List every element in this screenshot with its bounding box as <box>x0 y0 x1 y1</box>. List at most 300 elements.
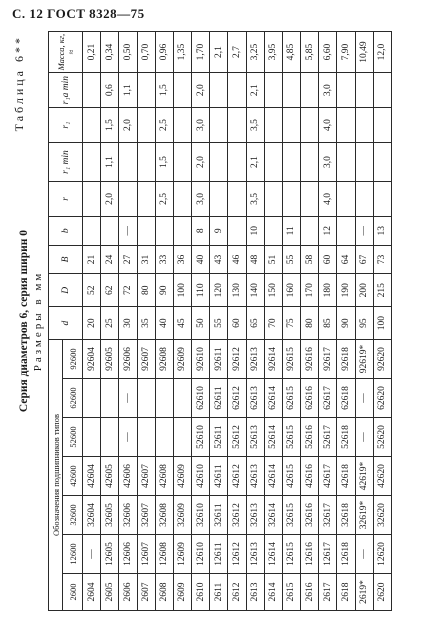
cell-D: 160 <box>282 274 300 307</box>
cell-designation: 92614 <box>264 340 282 379</box>
cell-B: 55 <box>282 245 300 274</box>
cell-designation: 92619* <box>355 340 373 379</box>
cell-designation: 92612 <box>228 340 246 379</box>
table-row <box>83 32 101 611</box>
cell-r1 <box>337 108 355 143</box>
cell-designation <box>83 379 101 418</box>
cell-r-min <box>301 143 319 182</box>
cell-designation: 42609 <box>173 457 191 496</box>
cell-mass: 2,7 <box>228 32 246 73</box>
cell-designation: 62617 <box>319 379 337 418</box>
cell-designation: 12610 <box>192 535 210 574</box>
cell-r <box>83 182 101 217</box>
cell-designation: 42610 <box>192 457 210 496</box>
cell-designation: 12614 <box>264 535 282 574</box>
cell-designation: 42619* <box>355 457 373 496</box>
col-header-r-min: r₁ min <box>49 143 83 182</box>
cell-D: 150 <box>264 274 282 307</box>
table-row <box>301 32 319 611</box>
cell-d: 65 <box>246 307 264 340</box>
cell-designation: 92618 <box>337 340 355 379</box>
cell-designation: 52616 <box>301 418 319 457</box>
cell-designation: 42607 <box>137 457 155 496</box>
cell-designation: 92610 <box>192 340 210 379</box>
cell-r1a-min <box>301 73 319 108</box>
cell-r: 4,0 <box>319 182 337 217</box>
cell-d: 80 <box>301 307 319 340</box>
table-row <box>373 32 391 611</box>
cell-r <box>264 182 282 217</box>
cell-D: 90 <box>155 274 173 307</box>
cell-mass: 0,70 <box>137 32 155 73</box>
cell-designation: 52612 <box>228 418 246 457</box>
cell-r1 <box>373 108 391 143</box>
cell-r1a-min <box>137 73 155 108</box>
cell-designation: 92606 <box>119 340 137 379</box>
cell-d: 100 <box>373 307 391 340</box>
cell-designation: 32606 <box>119 496 137 535</box>
cell-r-min <box>119 143 137 182</box>
cell-designation <box>101 379 119 418</box>
cell-designation: 32615 <box>282 496 300 535</box>
cell-r: 2,5 <box>155 182 173 217</box>
cell-r <box>137 182 155 217</box>
cell-mass: 1,35 <box>173 32 191 73</box>
cell-designation: 62610 <box>192 379 210 418</box>
cell-b <box>101 216 119 245</box>
cell-designation: 2617 <box>319 574 337 611</box>
col-header-type: 12600 <box>63 535 83 574</box>
cell-designation: 2607 <box>137 574 155 611</box>
cell-B: 58 <box>301 245 319 274</box>
cell-r1 <box>83 108 101 143</box>
cell-r1: 4,0 <box>319 108 337 143</box>
cell-designation: 12617 <box>319 535 337 574</box>
cell-designation: — <box>119 379 137 418</box>
cell-designation: 32612 <box>228 496 246 535</box>
cell-designation: 42604 <box>83 457 101 496</box>
cell-b <box>228 216 246 245</box>
table-row <box>319 32 337 611</box>
cell-designation: 12618 <box>337 535 355 574</box>
cell-r: 3,5 <box>246 182 264 217</box>
cell-designation: 42605 <box>101 457 119 496</box>
cell-r-min <box>337 143 355 182</box>
cell-B: 60 <box>319 245 337 274</box>
cell-mass: 2,1 <box>210 32 228 73</box>
cell-D: 200 <box>355 274 373 307</box>
cell-r-min: 1,5 <box>155 143 173 182</box>
cell-designation: 42612 <box>228 457 246 496</box>
cell-designation: 2619* <box>355 574 373 611</box>
cell-designation: 92615 <box>282 340 300 379</box>
col-header-type: 42600 <box>63 457 83 496</box>
col-header-D: D <box>49 274 83 307</box>
cell-designation: 32617 <box>319 496 337 535</box>
col-header-B: B <box>49 245 83 274</box>
table-row <box>337 32 355 611</box>
cell-D: 180 <box>319 274 337 307</box>
cell-r <box>210 182 228 217</box>
cell-mass: 0,50 <box>119 32 137 73</box>
cell-r1a-min <box>264 73 282 108</box>
cell-r1: 2,5 <box>155 108 173 143</box>
cell-mass: 0,21 <box>83 32 101 73</box>
cell-designation: 42615 <box>282 457 300 496</box>
table-row <box>173 32 191 611</box>
cell-mass: 3,25 <box>246 32 264 73</box>
cell-designation: 2620 <box>373 574 391 611</box>
cell-designation: 12608 <box>155 535 173 574</box>
cell-designation <box>155 418 173 457</box>
cell-b <box>155 216 173 245</box>
col-header-type: 52600 <box>63 418 83 457</box>
cell-b: 9 <box>210 216 228 245</box>
cell-r1 <box>228 108 246 143</box>
cell-designation: 32607 <box>137 496 155 535</box>
cell-b: 10 <box>246 216 264 245</box>
cell-designation: 92605 <box>101 340 119 379</box>
cell-designation: 42620 <box>373 457 391 496</box>
cell-r-min <box>373 143 391 182</box>
cell-designation: 2610 <box>192 574 210 611</box>
cell-mass: 3,95 <box>264 32 282 73</box>
cell-designation <box>155 379 173 418</box>
col-header-mass: Масса, кг, ≈ <box>49 32 83 73</box>
cell-r-min: 1,1 <box>101 143 119 182</box>
cell-designation: 92608 <box>155 340 173 379</box>
cell-r1a-min: 1,5 <box>155 73 173 108</box>
cell-designation: 12616 <box>301 535 319 574</box>
cell-mass: 6,60 <box>319 32 337 73</box>
cell-designation: 32613 <box>246 496 264 535</box>
cell-r: 3,0 <box>192 182 210 217</box>
cell-r1a-min: 2,0 <box>192 73 210 108</box>
col-header-type: 62600 <box>63 379 83 418</box>
cell-designation: — <box>119 418 137 457</box>
table-row <box>192 32 210 611</box>
cell-b: — <box>119 216 137 245</box>
cell-mass: 0,96 <box>155 32 173 73</box>
cell-B: 27 <box>119 245 137 274</box>
col-header-type: 2600 <box>63 574 83 611</box>
col-header-b: b <box>49 216 83 245</box>
cell-mass: 7,90 <box>337 32 355 73</box>
cell-B: 31 <box>137 245 155 274</box>
cell-B: 73 <box>373 245 391 274</box>
table-row <box>210 32 228 611</box>
cell-b: 12 <box>319 216 337 245</box>
cell-designation: 62612 <box>228 379 246 418</box>
cell-designation <box>83 418 101 457</box>
cell-d: 30 <box>119 307 137 340</box>
cell-designation: 62613 <box>246 379 264 418</box>
cell-d: 45 <box>173 307 191 340</box>
cell-designation: 12605 <box>101 535 119 574</box>
cell-b <box>264 216 282 245</box>
cell-r1 <box>137 108 155 143</box>
cell-D: 130 <box>228 274 246 307</box>
cell-designation: 52614 <box>264 418 282 457</box>
table-row <box>101 32 119 611</box>
cell-designation: 42608 <box>155 457 173 496</box>
cell-r1: 3,0 <box>192 108 210 143</box>
cell-d: 25 <box>101 307 119 340</box>
series-title: Серия диаметров 6, серия ширин 0 <box>18 229 30 413</box>
designation-header: Обозначения подшипников типов <box>49 340 63 611</box>
cell-designation: 2611 <box>210 574 228 611</box>
cell-B: 46 <box>228 245 246 274</box>
cell-designation: 2613 <box>246 574 264 611</box>
table-row <box>264 32 282 611</box>
table-row <box>228 32 246 611</box>
cell-designation: 52615 <box>282 418 300 457</box>
cell-designation: 2609 <box>173 574 191 611</box>
cell-r-min <box>137 143 155 182</box>
cell-designation: 12607 <box>137 535 155 574</box>
cell-designation: 42611 <box>210 457 228 496</box>
cell-designation: 42606 <box>119 457 137 496</box>
cell-r1a-min <box>228 73 246 108</box>
cell-B: 51 <box>264 245 282 274</box>
cell-B: 24 <box>101 245 119 274</box>
cell-r1 <box>355 108 373 143</box>
cell-designation: 52613 <box>246 418 264 457</box>
cell-designation: 92616 <box>301 340 319 379</box>
cell-b: 13 <box>373 216 391 245</box>
cell-d: 85 <box>319 307 337 340</box>
cell-mass: 10,49 <box>355 32 373 73</box>
cell-designation: 42618 <box>337 457 355 496</box>
cell-r1a-min: 2,1 <box>246 73 264 108</box>
cell-r1 <box>264 108 282 143</box>
cell-r-min <box>210 143 228 182</box>
cell-designation: 52610 <box>192 418 210 457</box>
cell-r <box>355 182 373 217</box>
cell-r <box>119 182 137 217</box>
cell-designation: 52620 <box>373 418 391 457</box>
cell-b <box>337 216 355 245</box>
table-row <box>355 32 373 611</box>
cell-d: 60 <box>228 307 246 340</box>
cell-r1a-min <box>83 73 101 108</box>
cell-r1 <box>301 108 319 143</box>
cell-r-min <box>173 143 191 182</box>
cell-D: 52 <box>83 274 101 307</box>
cell-d: 20 <box>83 307 101 340</box>
cell-designation: 62611 <box>210 379 228 418</box>
cell-r1: 1,5 <box>101 108 119 143</box>
cell-D: 140 <box>246 274 264 307</box>
cell-r-min <box>83 143 101 182</box>
cell-r-min <box>282 143 300 182</box>
cell-designation: 92613 <box>246 340 264 379</box>
cell-designation: 92620 <box>373 340 391 379</box>
cell-designation: 92611 <box>210 340 228 379</box>
cell-B: 64 <box>337 245 355 274</box>
cell-designation: 42614 <box>264 457 282 496</box>
cell-designation: 32620 <box>373 496 391 535</box>
cell-d: 90 <box>337 307 355 340</box>
cell-d: 35 <box>137 307 155 340</box>
cell-designation: — <box>355 535 373 574</box>
cell-designation: — <box>355 418 373 457</box>
cell-designation: 32609 <box>173 496 191 535</box>
cell-designation: 62614 <box>264 379 282 418</box>
cell-D: 80 <box>137 274 155 307</box>
cell-r1 <box>210 108 228 143</box>
cell-r1 <box>282 108 300 143</box>
cell-b <box>173 216 191 245</box>
cell-designation: 62618 <box>337 379 355 418</box>
cell-r1: 3,5 <box>246 108 264 143</box>
cell-designation: 32604 <box>83 496 101 535</box>
cell-D: 72 <box>119 274 137 307</box>
page-header: С. 12 ГОСТ 8328—75 <box>12 6 145 21</box>
cell-r <box>337 182 355 217</box>
cell-d: 50 <box>192 307 210 340</box>
cell-r-min <box>228 143 246 182</box>
cell-designation: 32619* <box>355 496 373 535</box>
cell-mass: 0,34 <box>101 32 119 73</box>
table-row <box>246 32 264 611</box>
cell-r <box>373 182 391 217</box>
cell-D: 62 <box>101 274 119 307</box>
cell-B: 43 <box>210 245 228 274</box>
cell-r1a-min <box>173 73 191 108</box>
cell-designation: 92609 <box>173 340 191 379</box>
cell-r1a-min <box>210 73 228 108</box>
col-header-type: 92600 <box>63 340 83 379</box>
cell-designation: 52611 <box>210 418 228 457</box>
cell-designation: 2616 <box>301 574 319 611</box>
table-row <box>155 32 173 611</box>
cell-D: 215 <box>373 274 391 307</box>
cell-b: 8 <box>192 216 210 245</box>
cell-r <box>173 182 191 217</box>
cell-r1a-min <box>337 73 355 108</box>
table-row <box>137 32 155 611</box>
cell-designation: 92607 <box>137 340 155 379</box>
cell-designation: 32610 <box>192 496 210 535</box>
cell-designation: 2615 <box>282 574 300 611</box>
col-header-type: 32600 <box>63 496 83 535</box>
cell-B: 48 <box>246 245 264 274</box>
cell-designation: 12612 <box>228 535 246 574</box>
cell-b: — <box>355 216 373 245</box>
cell-designation <box>173 379 191 418</box>
cell-designation: 32618 <box>337 496 355 535</box>
cell-designation: 32616 <box>301 496 319 535</box>
cell-designation <box>137 418 155 457</box>
cell-designation: 2614 <box>264 574 282 611</box>
cell-mass: 4,85 <box>282 32 300 73</box>
cell-r1a-min: 1,1 <box>119 73 137 108</box>
cell-D: 100 <box>173 274 191 307</box>
table-row <box>119 32 137 611</box>
cell-r1a-min: 0,6 <box>101 73 119 108</box>
cell-designation: 12611 <box>210 535 228 574</box>
table-number: Таблица 6** <box>12 35 26 132</box>
cell-r-min <box>264 143 282 182</box>
cell-mass: 5,85 <box>301 32 319 73</box>
rotated-table-block <box>12 31 392 611</box>
cell-designation: 12606 <box>119 535 137 574</box>
cell-r1a-min <box>355 73 373 108</box>
cell-designation <box>137 379 155 418</box>
cell-designation: 42617 <box>319 457 337 496</box>
cell-designation <box>101 418 119 457</box>
cell-r-min: 2,0 <box>192 143 210 182</box>
cell-r-min: 2,1 <box>246 143 264 182</box>
cell-d: 40 <box>155 307 173 340</box>
cell-designation: 92617 <box>319 340 337 379</box>
cell-d: 75 <box>282 307 300 340</box>
cell-designation: 62616 <box>301 379 319 418</box>
cell-designation: 52617 <box>319 418 337 457</box>
cell-designation: 2612 <box>228 574 246 611</box>
cell-d: 70 <box>264 307 282 340</box>
cell-designation: 32614 <box>264 496 282 535</box>
cell-B: 36 <box>173 245 191 274</box>
cell-designation: 62615 <box>282 379 300 418</box>
cell-designation: 32611 <box>210 496 228 535</box>
cell-D: 190 <box>337 274 355 307</box>
cell-b: 11 <box>282 216 300 245</box>
cell-B: 67 <box>355 245 373 274</box>
cell-b <box>301 216 319 245</box>
cell-r: 2,0 <box>101 182 119 217</box>
cell-designation: 12613 <box>246 535 264 574</box>
bearing-table <box>48 31 392 611</box>
cell-B: 40 <box>192 245 210 274</box>
cell-designation: 32608 <box>155 496 173 535</box>
cell-designation: 62620 <box>373 379 391 418</box>
cell-r-min: 3,0 <box>319 143 337 182</box>
cell-designation: 42616 <box>301 457 319 496</box>
dimension-caption: Размеры в мм <box>32 270 44 372</box>
table-body <box>83 32 392 611</box>
cell-mass: 1,70 <box>192 32 210 73</box>
cell-designation: 2618 <box>337 574 355 611</box>
cell-r-min <box>355 143 373 182</box>
cell-r1a-min <box>282 73 300 108</box>
cell-d: 95 <box>355 307 373 340</box>
col-header-r: r <box>49 182 83 217</box>
cell-designation: 2605 <box>101 574 119 611</box>
cell-D: 110 <box>192 274 210 307</box>
cell-D: 120 <box>210 274 228 307</box>
cell-r <box>301 182 319 217</box>
cell-designation: 12609 <box>173 535 191 574</box>
cell-mass: 12,0 <box>373 32 391 73</box>
cell-designation: 52618 <box>337 418 355 457</box>
cell-designation: 2606 <box>119 574 137 611</box>
cell-d: 55 <box>210 307 228 340</box>
cell-B: 21 <box>83 245 101 274</box>
cell-r1a-min: 3,0 <box>319 73 337 108</box>
cell-r1: 2,0 <box>119 108 137 143</box>
cell-designation: — <box>355 379 373 418</box>
cell-b <box>83 216 101 245</box>
col-header-r1: r₁ <box>49 108 83 143</box>
col-header-r1a-min: r₁a min <box>49 73 83 108</box>
table-row <box>282 32 300 611</box>
cell-designation: 12615 <box>282 535 300 574</box>
cell-designation: 42613 <box>246 457 264 496</box>
cell-D: 170 <box>301 274 319 307</box>
cell-r <box>282 182 300 217</box>
